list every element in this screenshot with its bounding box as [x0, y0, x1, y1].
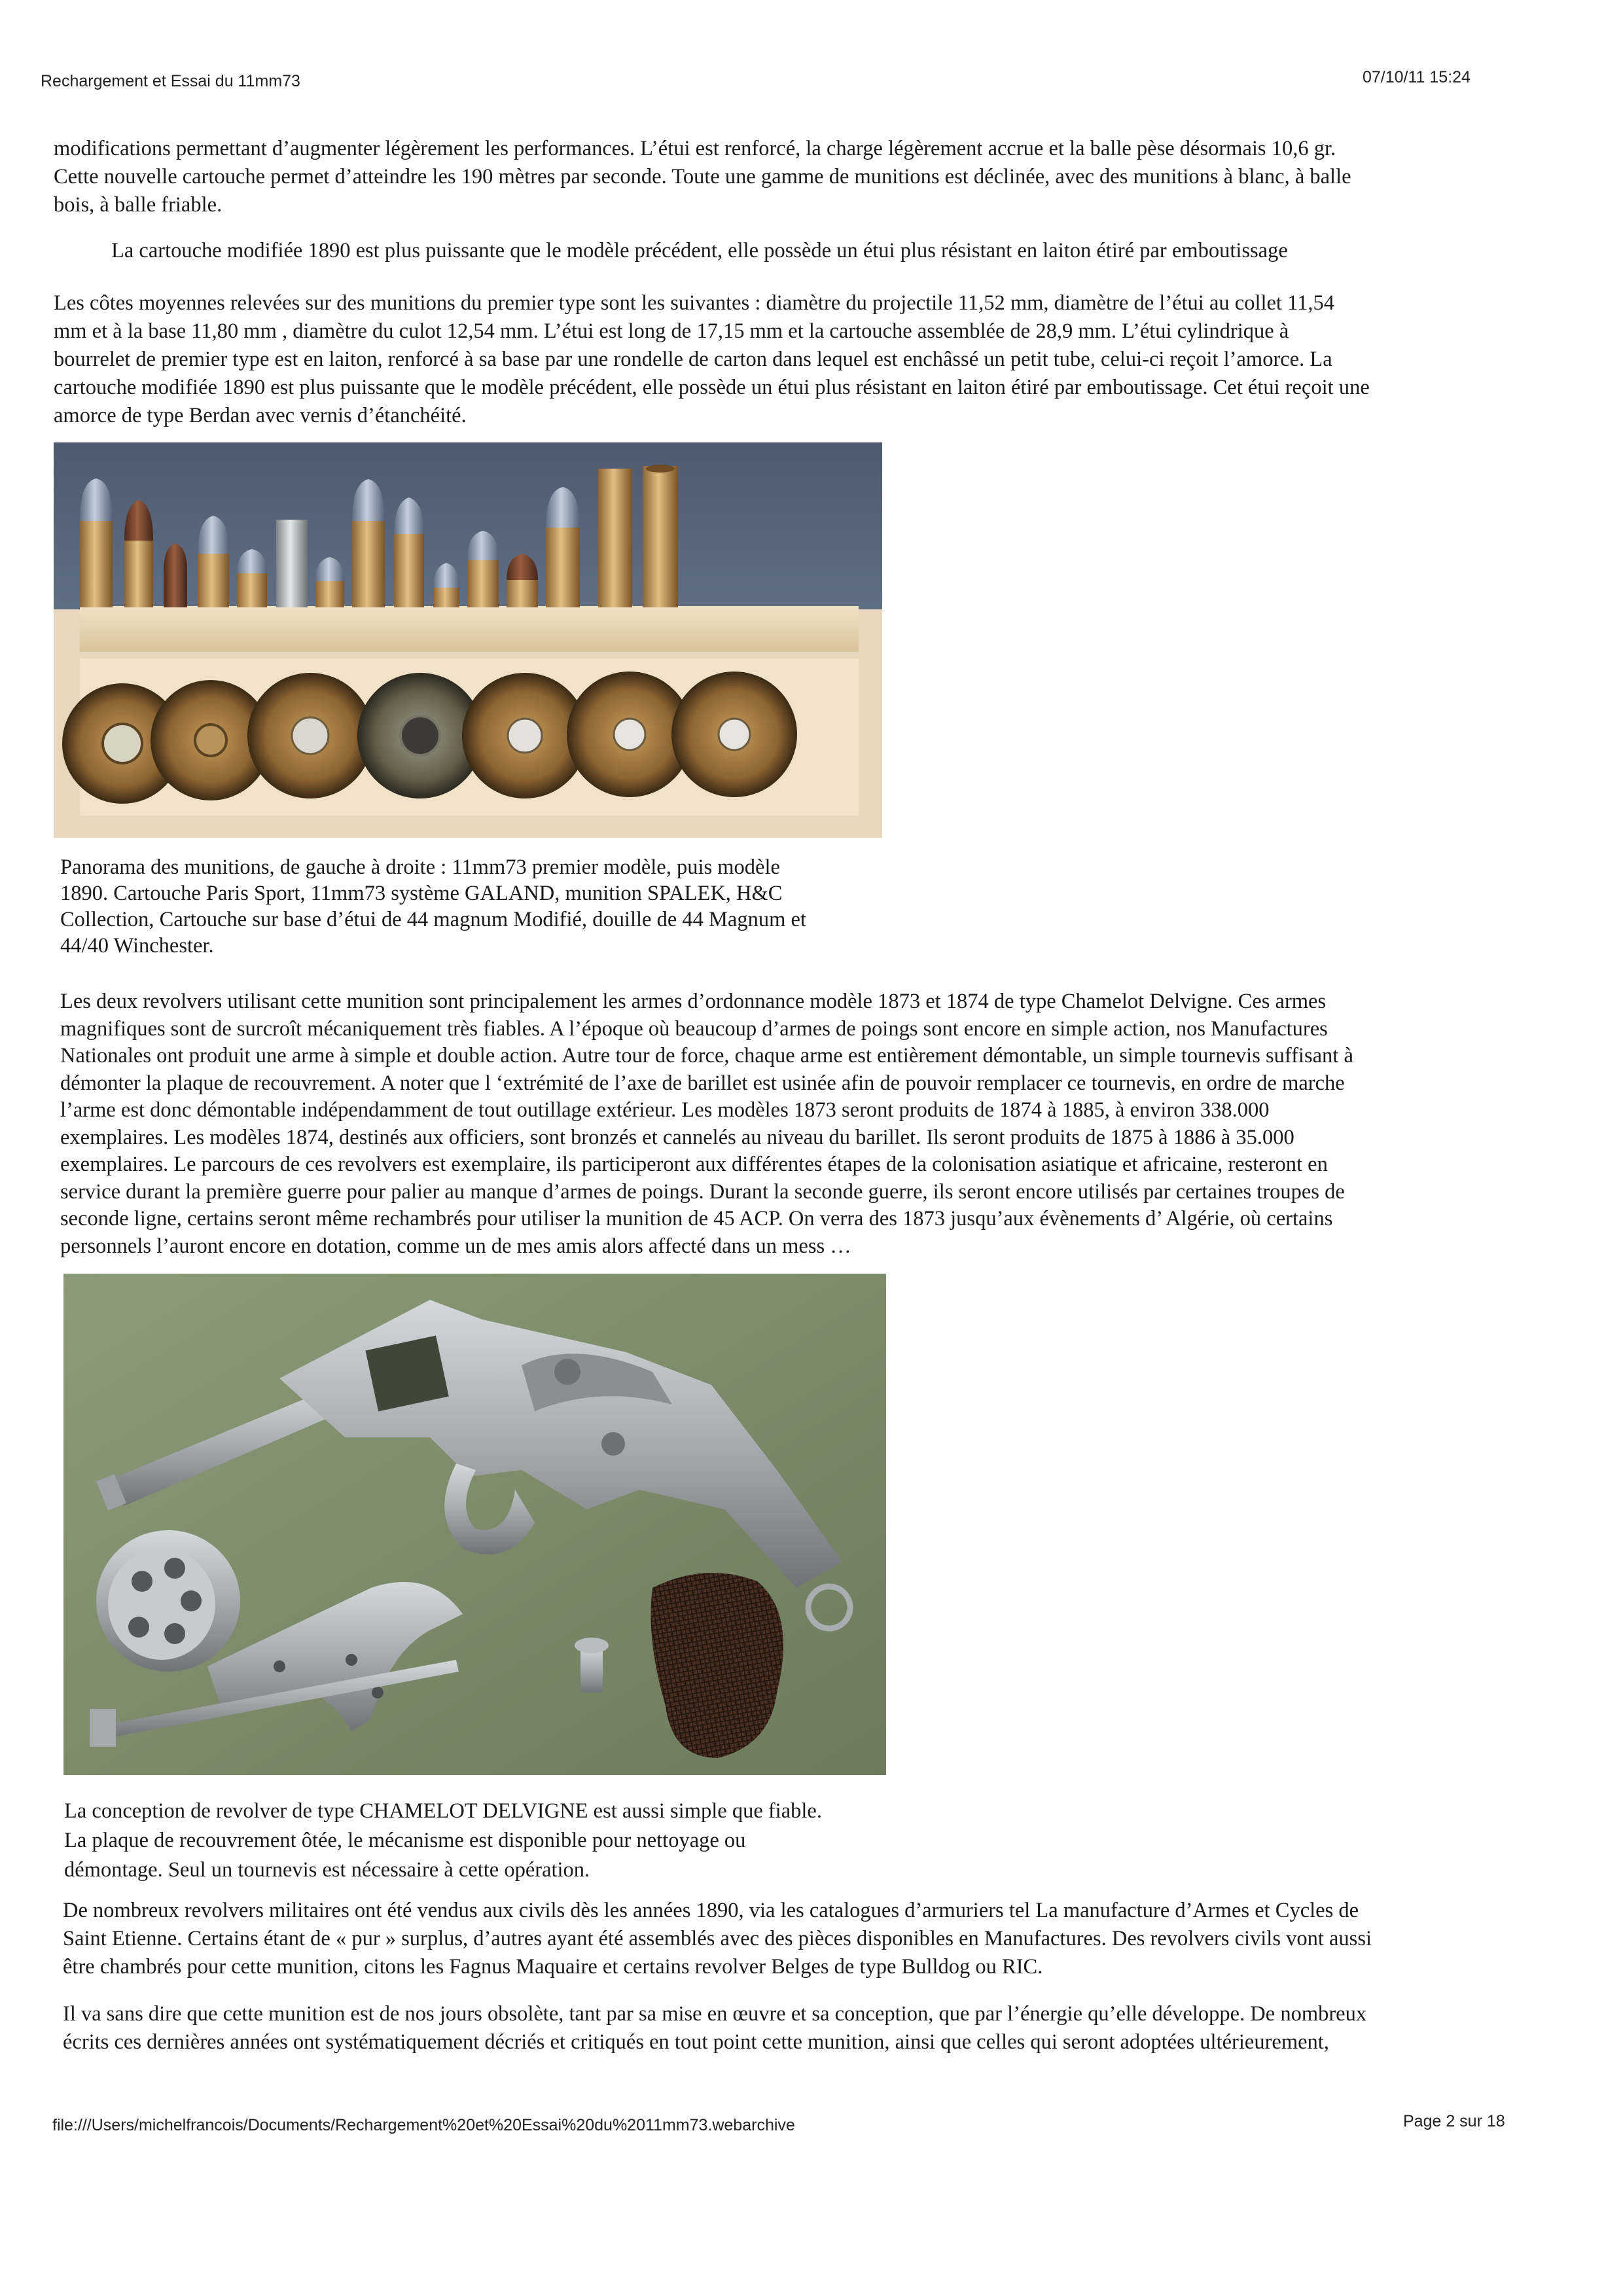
header-datetime: 07/10/11 15:24 — [1363, 68, 1471, 86]
text-line: De nombreux revolvers militaires ont été vendus aux civils dès les années 1890, via les catalogues d’armuriers tel La manufacture d’Armes et Cycles de — [63, 1899, 1359, 1922]
revolver-disassembled-photo — [63, 1274, 886, 1775]
text-line: Nationales ont produit une arme à simple et double action. Autre tour de force, chaque arme est entièrement démontable, un simple tournevis suffisant à — [60, 1044, 1353, 1067]
footer-page-number: Page 2 sur 18 — [1403, 2112, 1505, 2130]
text-line: exemplaires. Les modèles 1874, destinés aux officiers, sont bronzés et cannelés au niveau du barillet. Ils seront produits de 1875 à 1886 à 35.000 — [60, 1125, 1294, 1149]
text-line: seconde ligne, certains seront même rechambrés pour utiliser la munition de 45 ACP. On verra des 1873 jusqu’aux évènements d’ Algérie, où certains — [60, 1207, 1333, 1230]
caption-panorama — [60, 854, 806, 959]
text-line: La conception de revolver de type CHAMELOT DELVIGNE est aussi simple que fiable. — [64, 1799, 822, 1823]
text-line: modifications permettant d’augmenter légèrement les performances. L’étui est renforcé, la charge légèrement accrue et la balle pèse désormais 10,6 gr. — [54, 137, 1336, 160]
paragraph-dimensions — [54, 289, 1370, 430]
paragraph-civil-sales — [63, 1897, 1372, 1981]
footer-file-path: file:///Users/michelfrancois/Documents/Rechargement%20et%20Essai%20du%2011mm73.webarchive — [52, 2116, 795, 2134]
header-title: Rechargement et Essai du 11mm73 — [41, 72, 300, 90]
text-line: 44/40 Winchester. — [60, 934, 214, 958]
text-line: La cartouche modifiée 1890 est plus puissante que le modèle précédent, elle possède un étui plus résistant en laiton étiré par emboutissage — [111, 239, 1288, 262]
paragraph-revolvers — [60, 988, 1353, 1260]
text-line: écrits ces dernières années ont systématiquement décriés et critiqués en tout point cette munition, ainsi que celles qui seront adoptées ultérieurement, — [63, 2030, 1329, 2054]
text-line: Collection, Cartouche sur base d’étui de 44 magnum Modifié, douille de 44 Magnum et — [60, 908, 806, 931]
text-line: personnels l’auront encore en dotation, comme un de mes amis alors affecté dans un mess … — [60, 1234, 851, 1258]
text-line: 1890. Cartouche Paris Sport, 11mm73 système GALAND, munition SPALEK, H&C — [60, 882, 783, 905]
paragraph-cartouche-1890 — [111, 237, 1288, 265]
text-line: magnifiques sont de surcroît mécaniquement très fiables. A l’époque où beaucoup d’armes de poings sont encore en simple action, nos Manufactures — [60, 1016, 1328, 1041]
text-line: bois, à balle friable. — [54, 193, 223, 217]
text-line: l’arme est donc démontable indépendamment de tout outillage extérieur. Les modèles 1873 seront produits de 1874 à 1885, à environ 338.000 — [60, 1098, 1270, 1122]
text-line: cartouche modifiée 1890 est plus puissante que le modèle précédent, elle possède un étui plus résistant en laiton étiré par emboutissage. Cet étui reçoit une — [54, 376, 1370, 399]
paragraph-obsolete — [63, 2000, 1366, 2056]
text-line: Cette nouvelle cartouche permet d’atteindre les 190 mètres par seconde. Toute une gamme de munitions est déclinée, avec des munitions à blanc, à balle — [54, 165, 1351, 188]
cartridge-panorama-photo — [54, 442, 882, 838]
text-line: Les deux revolvers utilisant cette munition sont principalement les armes d’ordonnance modèle 1873 et 1874 de type Chamelot Delvigne. Ces armes — [60, 990, 1327, 1013]
text-line: bourrelet de premier type est en laiton, renforcé à sa base par une rondelle de carton dans lequel est enchâssé un petit tube, celui-ci reçoit l’amorce. La — [54, 348, 1332, 371]
caption-chamelot-delvigne — [64, 1797, 822, 1885]
text-line: La plaque de recouvrement ôtée, le mécanisme est disponible pour nettoyage ou — [64, 1829, 746, 1852]
text-line: démontage. Seul un tournevis est nécessaire à cette opération. — [64, 1858, 590, 1882]
text-line: Saint Etienne. Certains étant de « pur » surplus, d’autres ayant été assemblés avec des pièces disponibles en Manufactures. Des revolvers civils vont aussi — [63, 1927, 1372, 1950]
text-line: Panorama des munitions, de gauche à droite : 11mm73 premier modèle, puis modèle — [60, 855, 780, 879]
text-line: Les côtes moyennes relevées sur des munitions du premier type sont les suivantes : diamètre du projectile 11,52 mm, diamètre de l’étui au collet 11,54 — [54, 291, 1334, 315]
paragraph-modifications — [54, 135, 1351, 219]
text-line: mm et à la base 11,80 mm , diamètre du culot 12,54 mm. L’étui est long de 17,15 mm et la cartouche assemblée de 28,9 mm. L’étui cylindrique à — [54, 319, 1289, 343]
text-line: être chambrés pour cette munition, citons les Fagnus Maquaire et certains revolver Belges de type Bulldog ou RIC. — [63, 1955, 1043, 1979]
text-line: service durant la première guerre pour palier au manque d’armes de poings. Durant la seconde guerre, ils seront encore utilisés par certaines troupes de — [60, 1179, 1345, 1204]
text-line: amorce de type Berdan avec vernis d’étanchéité. — [54, 404, 467, 427]
text-line: Il va sans dire que cette munition est de nos jours obsolète, tant par sa mise en œuvre et sa conception, que par l’énergie qu’elle développe. De nombreux — [63, 2002, 1367, 2026]
text-line: exemplaires. Le parcours de ces revolvers est exemplaire, ils participeront aux différentes étapes de la colonisation asiatique et africaine, resteront en — [60, 1153, 1328, 1176]
text-line: démonter la plaque de recouvrement. A noter que l ‘extrémité de l’axe de barillet est usinée afin de pouvoir remplacer ce tournevis, en ordre de marche — [60, 1071, 1345, 1095]
